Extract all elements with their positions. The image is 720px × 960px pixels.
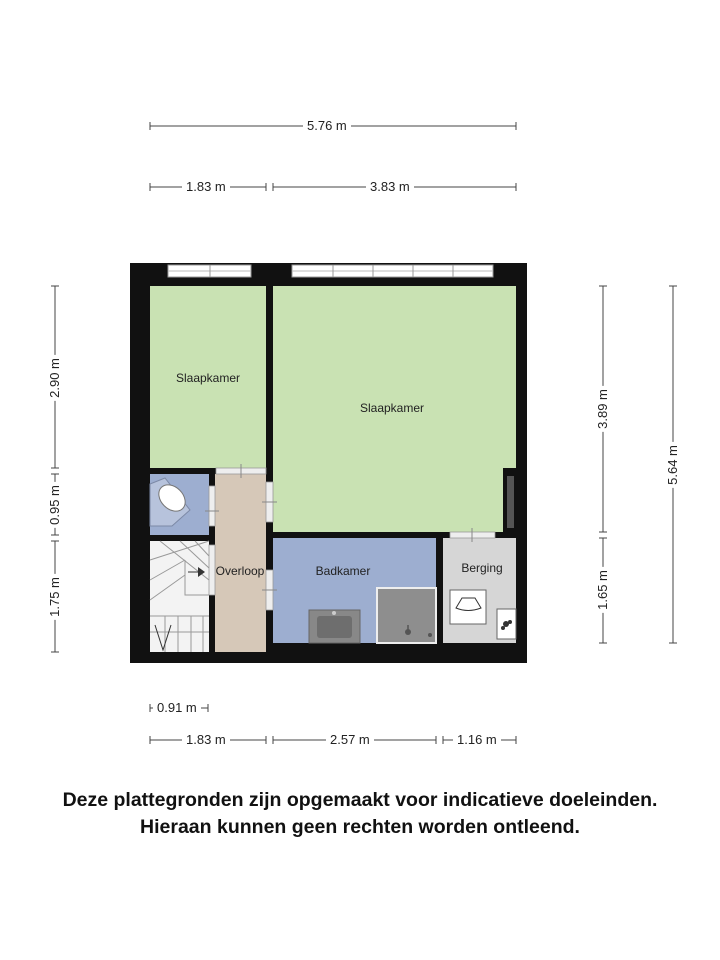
disclaimer-line-2: Hieraan kunnen geen rechten worden ontleend. — [140, 816, 580, 838]
dim-left-bottom: 1.75 m — [48, 574, 62, 620]
dim-right-total: 5.64 m — [666, 442, 680, 488]
label-badkamer: Badkamer — [315, 564, 371, 578]
dim-top-right: 3.83 m — [366, 180, 414, 194]
windows — [168, 265, 493, 277]
label-overloop: Overloop — [215, 564, 265, 578]
disclaimer-line-1: Deze plattegronden zijn opgemaakt voor indicatieve doeleinden. — [62, 789, 658, 811]
dim-top-total: 5.76 m — [303, 119, 351, 133]
label-berging: Berging — [461, 561, 503, 575]
dim-right-top: 3.89 m — [596, 386, 610, 432]
room-overloop — [215, 474, 266, 652]
dim-bottom-small: 0.91 m — [153, 701, 201, 715]
label-slaapkamer-large: Slaapkamer — [359, 401, 425, 415]
dim-bottom-mid: 2.57 m — [326, 733, 374, 747]
dim-left-top: 2.90 m — [48, 355, 62, 401]
dim-right-bottom: 1.65 m — [596, 567, 610, 613]
label-slaapkamer-small: Slaapkamer — [175, 371, 241, 385]
dim-left-mid: 0.95 m — [48, 482, 62, 528]
dim-bottom-left: 1.83 m — [182, 733, 230, 747]
dim-bottom-right: 1.16 m — [453, 733, 501, 747]
dim-top-left: 1.83 m — [182, 180, 230, 194]
